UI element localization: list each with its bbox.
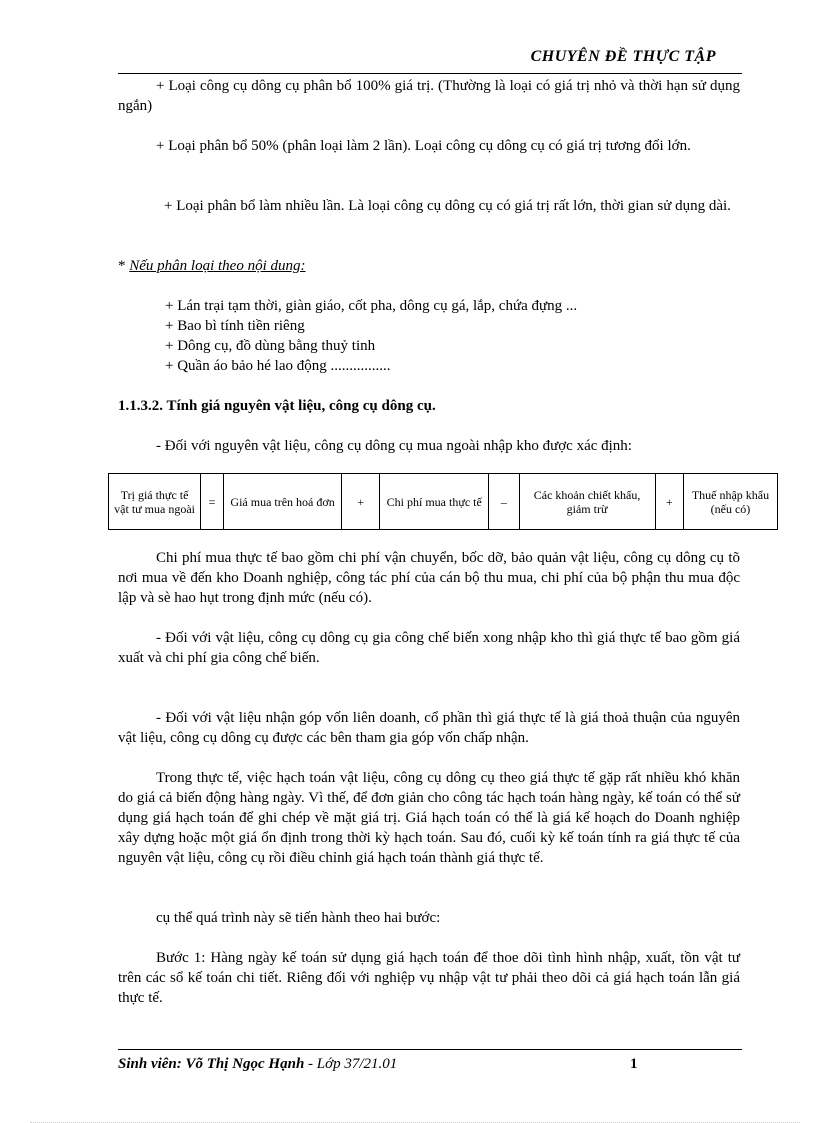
paragraph-allocation-50: + Loại phân bổ 50% (phân loại làm 2 lần). Loại công cụ dông cụ có giá trị tương đối lớn. <box>156 138 691 154</box>
formula-equals: = <box>201 474 224 530</box>
list-item: + Bao bì tính tiền riêng <box>165 318 305 334</box>
header-rule <box>118 73 742 74</box>
formula-discounts: Các khoản chiết khấu, giảm trừ <box>519 474 655 530</box>
page-number: 1 <box>630 1056 638 1072</box>
content-classification-heading <box>118 256 740 276</box>
paragraph-processing: - Đối với vật liệu, công cụ dông cụ gia công chế biến xong nhập kho thì giá thực tế bao gồm giá xuất và chi phí gia công chế biến. <box>118 630 740 666</box>
formula-table <box>108 473 778 530</box>
formula-actual-value: Trị giá thực tế vật tư mua ngoài <box>109 474 201 530</box>
paragraph-practice: Trong thực tế, việc hạch toán vật liệu, công cụ dông cụ theo giá thực tế gặp rất nhiều khó khăn do giá cả biến động hàng ngày. Vì thế, để đơn giản cho công tác hạch toán hàng ngày, kế toán có thể sử dụng giá hạch toán để ghi chép về mặt giá trị. Giá hạch toán có thể là giá kế hoạch do Doanh nghiệp xây dựng hoặc một giá ổn định trong thời kỳ hạch toán. Sau đó, cuối kỳ kế toán tính ra giá thực tế của nguyên vật liệu, công cụ rồi điều chỉnh giá hạch toán thành giá thực tế. <box>118 770 740 866</box>
formula-plus: + <box>342 474 380 530</box>
section-heading: 1.1.3.2. Tính giá nguyên vật liệu, công cụ dông cụ. <box>118 398 436 414</box>
paragraph-capital-contribution: - Đối với vật liệu nhận góp vốn liên doanh, cổ phần thì giá thực tế là giá thoả thuận của nguyên vật liệu, công cụ dông cụ được các bên tham gia góp vốn chấp nhận. <box>118 710 740 746</box>
footer-class: - Lớp 37/21.01 <box>304 1056 398 1072</box>
footer-label: Sinh viên: <box>118 1056 182 1072</box>
formula-purchase-cost: Chi phí mua thực tế <box>380 474 489 530</box>
paragraph-step-1: Bước 1: Hàng ngày kế toán sử dụng giá hạch toán để thoe dõi tình hình nhập, xuất, tồn vật tư trên các sổ kế toán chi tiết. Riêng đối với nghiệp vụ nhập vật tư phải theo dõi cả giá hạch toán lẫn giá thực tế. <box>118 950 740 1006</box>
list-item: + Dông cụ, đồ dùng bằng thuỷ tinh <box>165 338 376 354</box>
content-list <box>165 296 725 376</box>
paragraph-allocation-100: + Loại công cụ dông cụ phân bổ 100% giá trị. (Thường là loại có giá trị nhỏ và thời hạn sử dụng ngắn) <box>118 78 740 114</box>
paragraph-purchase-cost: Chi phí mua thực tế bao gồm chi phí vận chuyển, bốc dỡ, bảo quản vật liệu, công cụ dông cụ tõ nơi mua về đến kho Doanh nghiệp, công tác phí của cán bộ thu mua, chi phí của bộ phận thu mua độc lập và sè hao hụt trong định mức (nếu có). <box>118 550 740 606</box>
formula-import-tax: Thuế nhập khẩu (nếu có) <box>683 474 777 530</box>
heading-text: Nếu phân loại theo nội dung: <box>129 258 306 274</box>
list-item: + Quần áo bảo hé lao động ................ <box>165 358 391 374</box>
heading-prefix: * <box>118 258 130 274</box>
header-title: CHUYÊN ĐỀ THỰC TẬP <box>530 48 716 65</box>
footer-name: Võ Thị Ngọc Hạnh <box>181 1056 305 1072</box>
footer-rule <box>118 1049 742 1050</box>
paragraph-two-steps: cụ thể quá trình này sẽ tiến hành theo hai bước: <box>156 910 441 926</box>
list-item: + Lán trại tạm thời, giàn giáo, cốt pha, dông cụ gá, lắp, chứa đựng ... <box>165 298 578 314</box>
formula-plus: + <box>655 474 683 530</box>
formula-invoice-price: Giá mua trên hoá đơn <box>223 474 342 530</box>
footer-author <box>118 1056 397 1073</box>
paragraph-purchase-intro: - Đối với nguyên vật liệu, công cụ dông cụ mua ngoài nhập kho được xác định: <box>156 438 632 454</box>
paragraph-allocation-multiple: + Loại phân bổ làm nhiều lần. Là loại công cụ dông cụ có giá trị rất lớn, thời gian sử dụng dài. <box>164 198 731 214</box>
formula-minus: – <box>489 474 519 530</box>
